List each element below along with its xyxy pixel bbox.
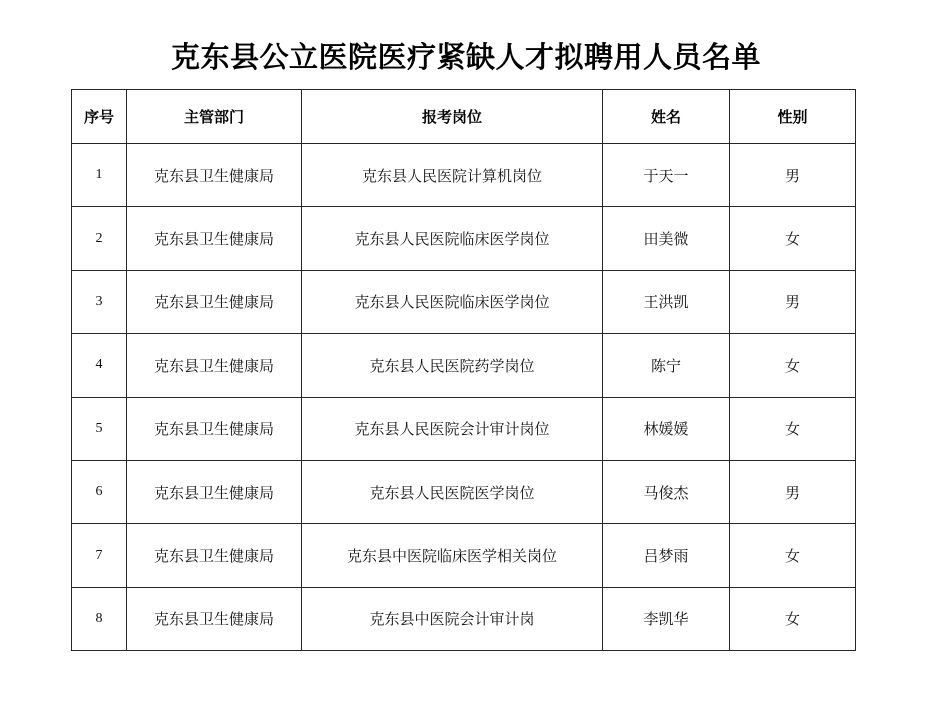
- cell-gender: 女: [730, 334, 856, 397]
- column-header-no: 序号: [72, 90, 127, 144]
- cell-name: 马俊杰: [603, 460, 730, 523]
- cell-no: 6: [72, 460, 127, 523]
- cell-no: 3: [72, 270, 127, 333]
- page-title: 克东县公立医院医疗紧缺人才拟聘用人员名单: [170, 40, 761, 74]
- cell-no: 4: [72, 334, 127, 397]
- cell-no: 1: [72, 144, 127, 207]
- cell-name: 王洪凯: [603, 270, 730, 333]
- cell-gender: 男: [730, 144, 856, 207]
- cell-position: 克东县中医院临床医学相关岗位: [302, 524, 603, 587]
- cell-dept: 克东县卫生健康局: [127, 334, 302, 397]
- cell-dept: 克东县卫生健康局: [127, 397, 302, 460]
- table-row: [72, 587, 856, 650]
- table-row: [72, 397, 856, 460]
- table-row: [72, 207, 856, 270]
- cell-gender: 女: [730, 524, 856, 587]
- cell-dept: 克东县卫生健康局: [127, 270, 302, 333]
- cell-position: 克东县人民医院临床医学岗位: [302, 207, 603, 270]
- cell-no: 7: [72, 524, 127, 587]
- cell-gender: 男: [730, 460, 856, 523]
- cell-no: 2: [72, 207, 127, 270]
- cell-position: 克东县人民医院计算机岗位: [302, 144, 603, 207]
- cell-no: 5: [72, 397, 127, 460]
- cell-gender: 女: [730, 397, 856, 460]
- cell-position: 克东县人民医院会计审计岗位: [302, 397, 603, 460]
- table-row: [72, 524, 856, 587]
- cell-position: 克东县人民医院临床医学岗位: [302, 270, 603, 333]
- roster-table: [71, 89, 856, 651]
- cell-name: 李凯华: [603, 587, 730, 650]
- cell-gender: 男: [730, 270, 856, 333]
- column-header-dept: 主管部门: [127, 90, 302, 144]
- cell-gender: 女: [730, 207, 856, 270]
- cell-gender: 女: [730, 587, 856, 650]
- cell-position: 克东县人民医院药学岗位: [302, 334, 603, 397]
- cell-dept: 克东县卫生健康局: [127, 460, 302, 523]
- cell-name: 于天一: [603, 144, 730, 207]
- column-header-gender: 性别: [730, 90, 856, 144]
- cell-dept: 克东县卫生健康局: [127, 587, 302, 650]
- cell-dept: 克东县卫生健康局: [127, 524, 302, 587]
- cell-dept: 克东县卫生健康局: [127, 207, 302, 270]
- cell-name: 吕梦雨: [603, 524, 730, 587]
- cell-name: 林媛媛: [603, 397, 730, 460]
- cell-dept: 克东县卫生健康局: [127, 144, 302, 207]
- cell-position: 克东县中医院会计审计岗: [302, 587, 603, 650]
- cell-name: 陈宁: [603, 334, 730, 397]
- header-row: [72, 90, 856, 144]
- cell-name: 田美微: [603, 207, 730, 270]
- table-row: [72, 144, 856, 207]
- cell-position: 克东县人民医院医学岗位: [302, 460, 603, 523]
- table-row: [72, 334, 856, 397]
- cell-no: 8: [72, 587, 127, 650]
- column-header-position: 报考岗位: [302, 90, 603, 144]
- table-row: [72, 460, 856, 523]
- table-row: [72, 270, 856, 333]
- column-header-name: 姓名: [603, 90, 730, 144]
